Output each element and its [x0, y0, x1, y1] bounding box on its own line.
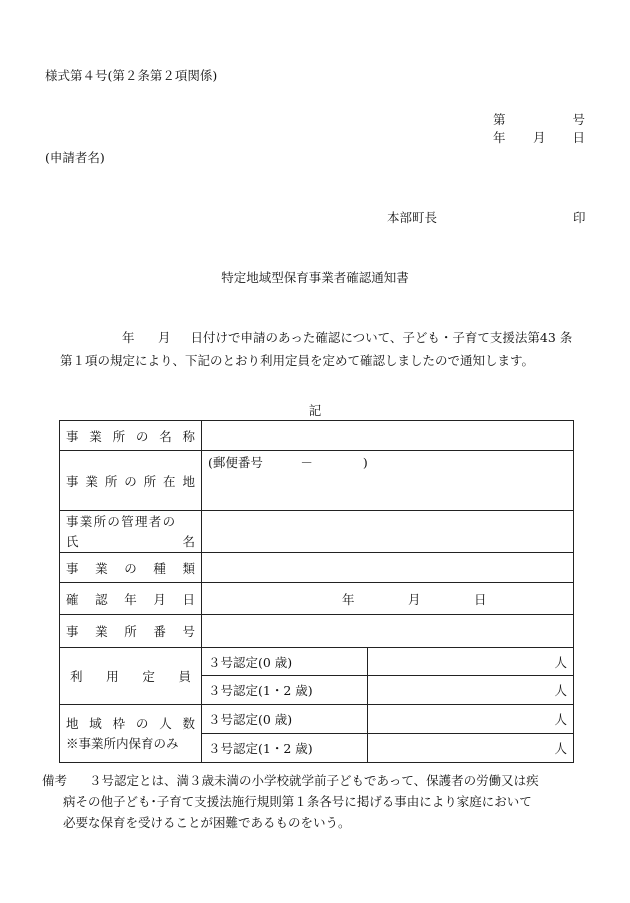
capacity-row-1-value[interactable]: 人	[368, 676, 574, 705]
confirm-day: 日	[473, 591, 487, 607]
lbl-name-char: 所	[112, 428, 126, 444]
body-paragraph	[60, 326, 580, 372]
label-capacity	[60, 648, 202, 705]
lbl-name-char: 称	[182, 428, 195, 444]
label-confirm-date	[60, 583, 202, 615]
lbl-type-char: の	[124, 560, 137, 576]
capacity-row-0-label: ３号認定(0 歳)	[202, 648, 368, 676]
lbl-regional-char: 枠	[112, 715, 126, 731]
value-manager-name[interactable]	[202, 511, 574, 553]
regional-label-note: ※事業所内保育のみ	[66, 735, 179, 751]
number-go: 号	[572, 112, 585, 127]
lbl-number-char: 所	[124, 624, 137, 639]
lbl-date-char: 確	[66, 591, 79, 607]
lbl-number-char: 事	[66, 624, 79, 639]
manager-label-line1: 事業所の管理者の	[66, 513, 177, 529]
body-year: 年	[122, 330, 135, 345]
number-dai: 第	[493, 112, 506, 127]
lbl-address-char: 在	[163, 473, 176, 489]
lbl-address-char: 所	[104, 473, 118, 489]
lbl-regional-char: 数	[182, 715, 195, 731]
seal-mark: 印	[573, 210, 586, 225]
date-month: 月	[533, 130, 546, 145]
label-manager-name	[60, 511, 202, 553]
regional-row-0-label: ３号認定(0 歳)	[202, 705, 368, 734]
lbl-number-char: 業	[95, 624, 108, 639]
label-office-address	[60, 451, 202, 511]
lbl-regional-char: 域	[89, 715, 102, 731]
lbl-type-char: 業	[95, 560, 108, 576]
regional-row-0-value[interactable]: 人	[368, 705, 574, 734]
body-rest-line1: 日付けで申請のあった確認について、子ども・子育て支援法第	[190, 330, 540, 345]
lbl-address-char: 業	[85, 473, 98, 489]
lbl-date-char: 年	[124, 591, 137, 607]
body-rest: 43 条第１項の規定により、下記のとおり利用定員を定めて確認しましたので通知します。	[60, 330, 573, 368]
document-number-line	[493, 110, 585, 128]
regional-row-1-label: ３号認定(1・2 歳)	[202, 734, 368, 763]
date-day: 日	[572, 130, 585, 145]
remarks-head: 備考	[42, 773, 68, 788]
lbl-address-char: 地	[182, 473, 195, 489]
label-business-type	[60, 553, 202, 583]
manager-label-mei: 名	[182, 533, 195, 549]
lbl-type-char: 類	[182, 560, 195, 576]
confirm-month: 月	[407, 591, 421, 607]
lbl-address-char: の	[124, 473, 137, 489]
confirm-year: 年	[341, 591, 355, 607]
manager-label-shi: 氏	[66, 533, 79, 549]
remarks-line3: 必要な保育を受けることが困難であるものをいう。	[63, 815, 351, 830]
capacity-row-0-value[interactable]: 人	[368, 648, 574, 676]
lbl-number-char: 番	[153, 624, 166, 639]
remarks-line2: 病その他子ども･子育て支援法施行規則第１条各号に掲げる事由により家庭において	[63, 794, 532, 809]
lbl-capacity-char: 員	[178, 669, 191, 684]
ki-heading: 記	[308, 403, 322, 418]
capacity-row-1-label: ３号認定(1・2 歳)	[202, 676, 368, 705]
lbl-address-char: 事	[66, 473, 79, 489]
lbl-number-char: 号	[182, 624, 195, 639]
lbl-type-char: 事	[66, 560, 79, 576]
lbl-capacity-char: 用	[106, 669, 119, 684]
lbl-capacity-char: 利	[70, 669, 83, 684]
value-office-number[interactable]	[202, 615, 574, 648]
body-month: 月	[158, 330, 171, 345]
value-confirm-date[interactable]	[202, 583, 574, 615]
lbl-capacity-char: 定	[142, 669, 155, 684]
lbl-name-char: 事	[66, 428, 79, 444]
document-title: 特定地域型保育事業者確認通知書	[221, 270, 409, 285]
postal-code: (郵便番号 － )	[208, 455, 368, 470]
date-year: 年	[493, 130, 506, 145]
lbl-name-char: 名	[159, 428, 172, 444]
lbl-address-char: 所	[143, 473, 157, 489]
lbl-name-char: の	[135, 428, 149, 444]
lbl-regional-char: 地	[66, 715, 79, 731]
lbl-type-char: 種	[153, 560, 166, 576]
applicant-name: (申請者名)	[45, 150, 105, 165]
label-regional-quota	[60, 705, 202, 763]
value-office-address[interactable]	[202, 451, 574, 511]
remarks-line1: ３号認定とは、満３歳未満の小学校就学前子どもであって、保護者の労働又は疾	[89, 773, 539, 788]
value-business-type[interactable]	[202, 553, 574, 583]
lbl-date-char: 認	[95, 591, 108, 607]
lbl-date-char: 月	[153, 591, 166, 607]
lbl-date-char: 日	[182, 591, 195, 607]
issue-date-line	[493, 128, 585, 146]
label-office-name	[60, 421, 202, 451]
lbl-name-char: 業	[89, 428, 102, 444]
mayor-title: 本部町長	[387, 210, 438, 225]
lbl-regional-char: 人	[159, 715, 172, 731]
confirmation-table	[59, 420, 574, 763]
remarks	[42, 770, 582, 833]
regional-row-1-value[interactable]: 人	[368, 734, 574, 763]
label-office-number	[60, 615, 202, 648]
lbl-regional-char: の	[135, 715, 149, 731]
form-number: 様式第４号(第２条第２項関係)	[45, 68, 218, 83]
value-office-name[interactable]	[202, 421, 574, 451]
